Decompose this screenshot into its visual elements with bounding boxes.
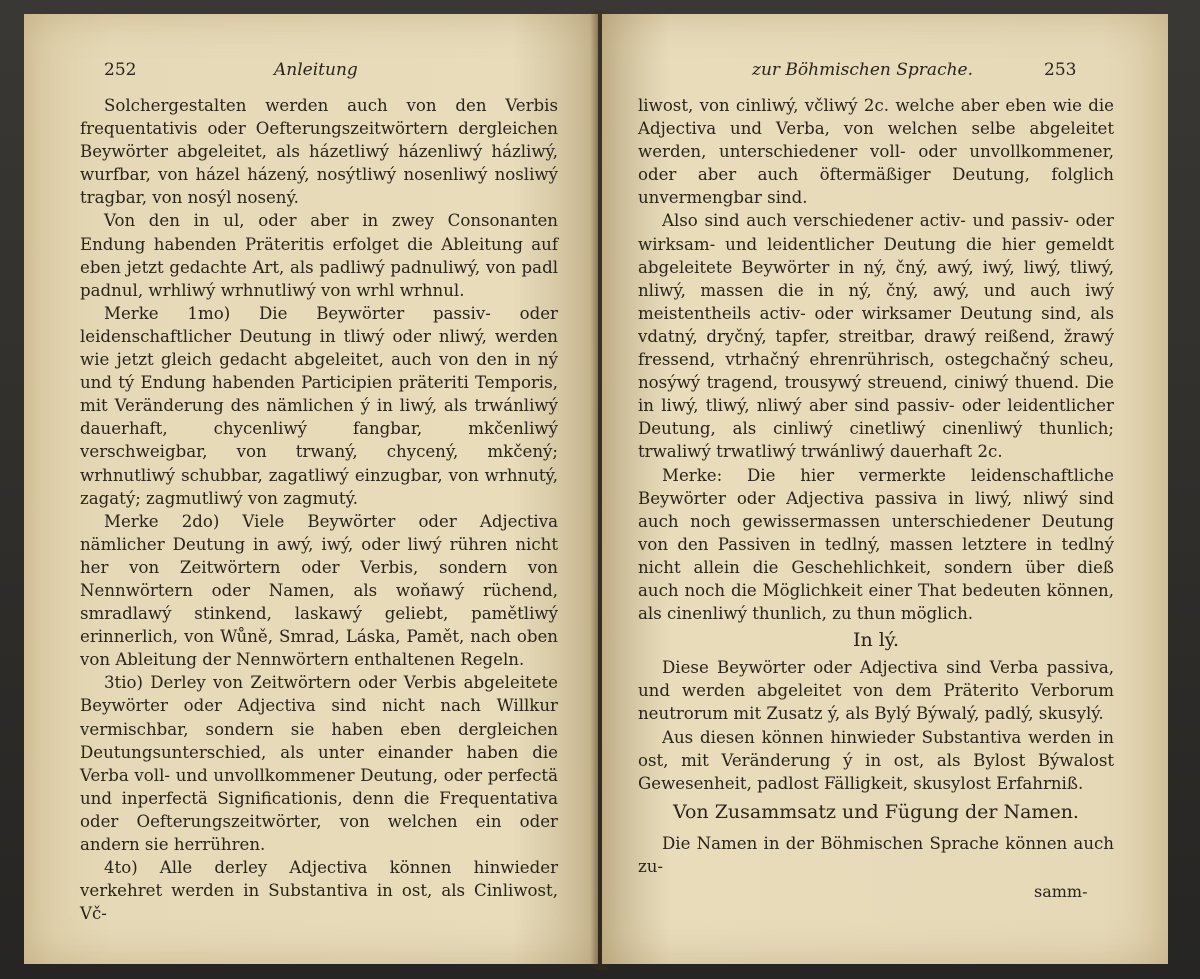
paragraph: Merke 2do) Viele Beywörter oder Adjectiva nämlicher Deutung in awý, iwý, oder liwý rühren nicht her von Zeitwörtern oder Verbis, sondern von Nennwörtern oder Namen, als woňawý rüchend, smradlawý stinkend, laskawý geliebt, pamětliwý erinnerlich, von Wůně, Smrad, Láska, Pamět, nach oben von Ableitung der Nennwörtern enthaltenen Regeln. (80, 511, 558, 670)
paragraph: Also sind auch verschiedener activ- und passiv- oder wirksam- und leidentlicher Deutung die hier gemeldt abgeleitete Beywörter in ný, čný, awý, iwý, liwý, tliwý, nliwý, massen die in ný, čný, awý, und auch iwý meistentheils activ- oder wirksamer Deutung sind, als vdatný, dryčný, tapfer, streitbar, drawý reißend, žrawý fressend, vtrhačný ehrenrührisch, ostegchačný scheu, nosýwý tragend, trousywý streuend, ciniwý thuend. Die in liwý, tliwý, nliwý aber sind passiv- oder leidentlicher Deutung, als cinliwý cinetliwý cinenliwý thunlich; trwaliwý trwatliwý trwánliwý dauerhaft 2c. (638, 211, 1114, 462)
paragraph: Aus diesen können hinwieder Substantiva werden in ost, mit Veränderung ý in ost, als Bylost Býwalost Gewesenheit, padlost Fälligkeit, skusylost Erfahrniß. (638, 727, 1114, 793)
paragraph: Merke: Die hier vermerkte leidenschaftliche Beywörter oder Adjectiva passiva in liwý, nliwý sind auch noch gewissermassen unterschiedener Deutung von den Passiven in tedlný, massen letztere in tedlný nicht allein die Geschehlichkeit, sondern über dieß auch noch die Möglichkeit einer That bedeuten können, als cinenliwý thunlich, zu thun möglich. (638, 465, 1114, 624)
page-number-left: 252 (104, 60, 137, 80)
paragraph: 4to) Alle derley Adjectiva können hinwieder verkehret werden in Substantiva in ost, als Cinliwost, Vč- (80, 858, 558, 924)
paragraph: Merke 1mo) Die Beywörter passiv- oder leidenschaftlicher Deutung in tliwý oder nliwý, werden wie jetzt gleich gedacht abgeleitet, auch von den in ný und tý Endung habenden Participien präteriti Temporis, mit Veränderung des nämlichen ý in liwý, als trwánliwý dauerhaft, chycenliwý fangbar, mkčenliwý verschweigbar, von trwaný, chycený, mkčený; wrhnutliwý schubbar, zagatliwý einzugbar, von wrhnutý, zagatý; zagmutliwý von zagmutý. (80, 303, 558, 508)
paragraph: liwost, von cinliwý, včliwý 2c. welche aber eben wie die Adjectiva und Verba, von welchen selbe abgeleitet werden, unterschiedener voll- oder unvollkommener, oder aber auch öftermäßiger Deutung, folglich unvermengbar sind. (638, 96, 1114, 208)
section-title: In lý. (852, 629, 900, 652)
paragraph: Die Namen in der Böhmischen Sprache können auch zu- (638, 833, 1114, 876)
paragraph: Diese Beywörter oder Adjectiva sind Verba passiva, und werden abgeleitet von dem Präterito Verborum neutrorum mit Zusatz ý, als Bylý Býwalý, padlý, skusylý. (638, 658, 1114, 724)
running-title-right: zur Böhmischen Sprache. (752, 60, 973, 80)
page-number-right: 253 (1044, 60, 1077, 80)
right-page (602, 14, 1168, 964)
paragraph: Solchergestalten werden auch von den Verbis frequentativis oder Oefterungszeitwörtern dergleichen Beywörter abgeleitet, als házetliwý házenliwý házliwý, wurfbar, von házel házený, nosýtliwý nosenliwý nosliwý tragbar, von nosýl nosený. (80, 96, 558, 208)
right-page-body (638, 94, 1114, 878)
running-title-left: Anleitung (274, 60, 358, 80)
paragraph: 3tio) Derley von Zeitwörtern oder Verbis abgeleitete Beywörter oder Adjectiva sind nicht nach Willkur vermischbar, sondern sie haben eben dergleichen Deutungsunterschied, als unter einander haben die Verba voll- und unvollkommener Deutung, oder perfectä und inperfectä Significationis, denn die Frequentativa oder Oefterungszeitwörter, von welchen ein oder andern sie herrühren. (80, 673, 558, 854)
left-page-body (80, 94, 558, 925)
catchword: samm- (1034, 882, 1088, 901)
left-page (24, 14, 598, 964)
chapter-title: Von Zusammsatz und Fügung der Namen. (673, 800, 1079, 823)
paragraph: Von den in ul, oder aber in zwey Consonanten Endung habenden Präteritis erfolget die Ableitung auf eben jetzt gedachte Art, als padliwý padnuliwý, von padl padnul, wrhliwý wrhnutliwý von wrhl wrhnul. (80, 211, 558, 300)
